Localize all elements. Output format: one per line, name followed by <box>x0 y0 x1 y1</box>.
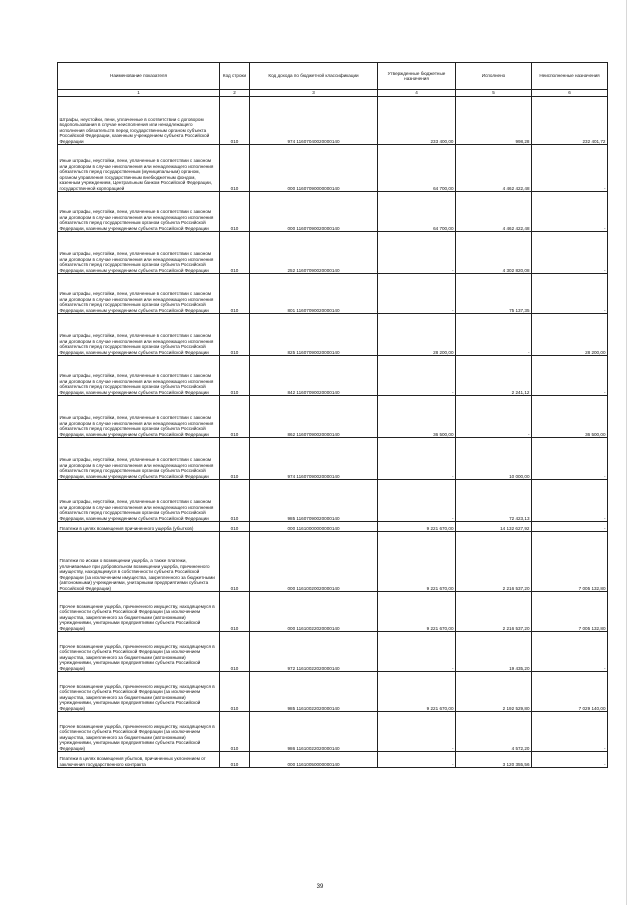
cell-name: Иные штрафы, неустойки, пени, уплаченные в соответствии с законом или договором в случае неисполнения или ненадлежащего исполнения обязательств перед государственным органом субъекта Российской Федерации, казенным учреждением субъекта Российской Федерации <box>58 232 220 274</box>
cell-code: 010 <box>220 97 250 145</box>
cell-executed: 998,28 <box>456 97 532 145</box>
cell-approved: - <box>378 712 456 752</box>
cell-code: 010 <box>220 672 250 712</box>
header-approved: Утвержденные бюджетные назначения <box>378 63 456 90</box>
cell-unexecuted: - <box>532 232 608 274</box>
cell-unexecuted: - <box>532 145 608 192</box>
cell-approved: - <box>378 632 456 672</box>
column-number: 3 <box>250 90 378 97</box>
cell-code: 010 <box>220 274 250 314</box>
cell-code: 010 <box>220 592 250 632</box>
table-row <box>58 356 608 396</box>
cell-executed: 14 132 627,92 <box>456 522 532 532</box>
cell-unexecuted: - <box>532 752 608 768</box>
cell-kbk: 974 11607090020000140 <box>250 438 378 480</box>
column-number: 2 <box>220 90 250 97</box>
cell-executed: 2 241,12 <box>456 356 532 396</box>
table-row <box>58 532 608 592</box>
table-row <box>58 712 608 752</box>
cell-approved: - <box>378 274 456 314</box>
table-row <box>58 438 608 480</box>
cell-name: Иные штрафы, неустойки, пени, уплаченные в соответствии с законом или договором в случае неисполнения или ненадлежащего исполнения обязательств перед государственным органом субъекта Российской Федерации, казенным учреждением субъекта Российской Федерации <box>58 192 220 232</box>
cell-kbk: 842 11607090020000140 <box>250 356 378 396</box>
cell-executed: 72 423,13 <box>456 480 532 522</box>
page-number: 39 <box>316 884 324 890</box>
cell-name: Платежи в целях возмещения причиненного ущерба (убытков) <box>58 522 220 532</box>
cell-unexecuted: - <box>532 712 608 752</box>
cell-kbk: 000 11610022020000140 <box>250 592 378 632</box>
cell-unexecuted: - <box>532 480 608 522</box>
cell-kbk: 000 11610050000000140 <box>250 752 378 768</box>
cell-kbk: 825 11607090020000140 <box>250 314 378 356</box>
cell-executed: 19 435,20 <box>456 632 532 672</box>
cell-unexecuted: 232 401,72 <box>532 97 608 145</box>
cell-unexecuted: 7 029 140,00 <box>532 672 608 712</box>
cell-approved: 9 221 670,00 <box>378 672 456 712</box>
table-row <box>58 396 608 438</box>
cell-kbk: 986 11610022020000140 <box>250 712 378 752</box>
cell-approved: 64 700,00 <box>378 192 456 232</box>
cell-approved: 233 400,00 <box>378 97 456 145</box>
cell-unexecuted: - <box>532 356 608 396</box>
table-row <box>58 632 608 672</box>
cell-kbk: 000 11610000000000140 <box>250 522 378 532</box>
cell-approved: - <box>378 752 456 768</box>
cell-kbk: 252 11607090020000140 <box>250 232 378 274</box>
header-unexecuted: Неисполненные назначения <box>532 63 608 90</box>
cell-approved: 64 700,00 <box>378 145 456 192</box>
cell-executed: 75 137,35 <box>456 274 532 314</box>
cell-executed: 3 120 355,56 <box>456 752 532 768</box>
cell-name: Иные штрафы, неустойки, пени, уплаченные в соответствии с законом или договором в случае неисполнения или ненадлежащего исполнения обязательств перед государственным (муниципальным) органом, органом управления государственным внебюджетным фондом, казенным учреждением, Центральным банком Российской Федерации, государственной корпорацией <box>58 145 220 192</box>
cell-code: 010 <box>220 752 250 768</box>
column-number: 5 <box>456 90 532 97</box>
header-executed: Исполнено <box>456 63 532 90</box>
cell-name: Прочее возмещение ущерба, причиненного имуществу, находящемуся в собственности субъекта Российской Федерации (за исключением имущества, закрепленного за бюджетными (автономными) учреждениями, унитарными предприятиями субъекта Российской Федерации) <box>58 672 220 712</box>
cell-code: 010 <box>220 712 250 752</box>
cell-code: 010 <box>220 532 250 592</box>
table-header-row <box>58 63 608 90</box>
scan-edge-line <box>626 0 627 905</box>
table-row <box>58 752 608 768</box>
table-row <box>58 145 608 192</box>
cell-name: Иные штрафы, неустойки, пени, уплаченные в соответствии с законом или договором в случае неисполнения или ненадлежащего исполнения обязательств перед государственным органом субъекта Российской Федерации, казенным учреждением субъекта Российской Федерации <box>58 356 220 396</box>
table-row <box>58 274 608 314</box>
cell-executed: 4 462 422,48 <box>456 145 532 192</box>
header-name: Наименование показателя <box>58 63 220 90</box>
column-number: 4 <box>378 90 456 97</box>
cell-executed: 2 216 537,20 <box>456 532 532 592</box>
cell-name: Иные штрафы, неустойки, пени, уплаченные в соответствии с законом или договором в случае неисполнения или ненадлежащего исполнения обязательств перед государственным органом субъекта Российской Федерации, казенным учреждением субъекта Российской Федерации <box>58 480 220 522</box>
cell-unexecuted: - <box>532 438 608 480</box>
cell-kbk: 000 11607090000000140 <box>250 145 378 192</box>
table-row <box>58 97 608 145</box>
cell-unexecuted: 7 005 132,80 <box>532 532 608 592</box>
cell-kbk: 985 11607090020000140 <box>250 480 378 522</box>
cell-kbk: 801 11607090020000140 <box>250 274 378 314</box>
cell-name: Иные штрафы, неустойки, пени, уплаченные в соответствии с законом или договором в случае неисполнения или ненадлежащего исполнения обязательств перед государственным органом субъекта Российской Федерации, казенным учреждением субъекта Российской Федерации <box>58 274 220 314</box>
cell-approved: - <box>378 438 456 480</box>
cell-name: Иные штрафы, неустойки, пени, уплаченные в соответствии с законом или договором в случае неисполнения или ненадлежащего исполнения обязательств перед государственным органом субъекта Российской Федерации, казенным учреждением субъекта Российской Федерации <box>58 438 220 480</box>
cell-unexecuted: 28 200,00 <box>532 314 608 356</box>
cell-code: 010 <box>220 145 250 192</box>
table-row <box>58 314 608 356</box>
cell-kbk: 000 11607090020000140 <box>250 192 378 232</box>
cell-approved: 9 221 670,00 <box>378 522 456 532</box>
cell-kbk: 972 11610022020000140 <box>250 632 378 672</box>
cell-unexecuted: - <box>532 632 608 672</box>
cell-name: Прочее возмещение ущерба, причиненного имуществу, находящемуся в собственности субъекта Российской Федерации (за исключением имущества, закрепленного за бюджетными (автономными) учреждениями, унитарными предприятиями субъекта Российской Федерации) <box>58 712 220 752</box>
cell-approved: - <box>378 480 456 522</box>
cell-name: Платежи в целях возмещения убытков, причиненных уклонением от заключения государственного контракта <box>58 752 220 768</box>
cell-approved: 36 500,00 <box>378 396 456 438</box>
table-row <box>58 480 608 522</box>
cell-approved: 9 221 670,00 <box>378 532 456 592</box>
cell-unexecuted: 7 005 132,80 <box>532 592 608 632</box>
header-code: Код строки <box>220 63 250 90</box>
cell-unexecuted: - <box>532 192 608 232</box>
column-number-row <box>58 90 608 97</box>
cell-executed: 4 302 820,08 <box>456 232 532 274</box>
cell-executed: 2 192 529,80 <box>456 672 532 712</box>
cell-executed: 10 000,00 <box>456 438 532 480</box>
table-row <box>58 192 608 232</box>
cell-name: Штрафы, неустойки, пени, уплаченные в соответствии с договором водопользования в случае неисполнения или ненадлежащего исполнения обязательств перед государственным органом субъекта Российской Федерации, казенным учреждением субъекта Российской Федерации <box>58 97 220 145</box>
cell-kbk: 985 11610022020000140 <box>250 672 378 712</box>
cell-unexecuted: - <box>532 274 608 314</box>
cell-code: 010 <box>220 314 250 356</box>
table-row <box>58 232 608 274</box>
cell-kbk: 000 11610020020000140 <box>250 532 378 592</box>
cell-code: 010 <box>220 438 250 480</box>
cell-approved: - <box>378 356 456 396</box>
table-row <box>58 592 608 632</box>
cell-executed: - <box>456 396 532 438</box>
cell-kbk: 862 11607090020000140 <box>250 396 378 438</box>
column-number: 6 <box>532 90 608 97</box>
cell-name: Прочее возмещение ущерба, причиненного имуществу, находящемуся в собственности субъекта Российской Федерации (за исключением имущества, закрепленного за бюджетными (автономными) учреждениями, унитарными предприятиями субъекта Российской Федерации) <box>58 592 220 632</box>
cell-name: Иные штрафы, неустойки, пени, уплаченные в соответствии с законом или договором в случае неисполнения или ненадлежащего исполнения обязательств перед государственным органом субъекта Российской Федерации, казенным учреждением субъекта Российской Федерации <box>58 314 220 356</box>
cell-code: 010 <box>220 356 250 396</box>
column-number: 1 <box>58 90 220 97</box>
table-body <box>58 97 608 768</box>
cell-kbk: 974 11607040020000140 <box>250 97 378 145</box>
cell-executed: 2 216 537,20 <box>456 592 532 632</box>
cell-unexecuted: 36 500,00 <box>532 396 608 438</box>
cell-executed: - <box>456 314 532 356</box>
cell-executed: 4 572,20 <box>456 712 532 752</box>
cell-code: 010 <box>220 232 250 274</box>
cell-code: 010 <box>220 192 250 232</box>
cell-unexecuted: - <box>532 522 608 532</box>
cell-code: 010 <box>220 632 250 672</box>
cell-code: 010 <box>220 480 250 522</box>
cell-code: 010 <box>220 396 250 438</box>
cell-code: 010 <box>220 522 250 532</box>
header-kbk: Код дохода по бюджетной классификации <box>250 63 378 90</box>
cell-name: Прочее возмещение ущерба, причиненного имуществу, находящемуся в собственности субъекта Российской Федерации (за исключением имущества, закрепленного за бюджетными (автономными) учреждениями, унитарными предприятиями субъекта Российской Федерации) <box>58 632 220 672</box>
table-row <box>58 672 608 712</box>
budget-execution-table <box>57 62 608 768</box>
cell-executed: 4 462 422,48 <box>456 192 532 232</box>
cell-name: Иные штрафы, неустойки, пени, уплаченные в соответствии с законом или договором в случае неисполнения или ненадлежащего исполнения обязательств перед государственным органом субъекта Российской Федерации, казенным учреждением субъекта Российской Федерации <box>58 396 220 438</box>
table-row <box>58 522 608 532</box>
cell-approved: - <box>378 232 456 274</box>
cell-approved: 9 221 670,00 <box>378 592 456 632</box>
cell-approved: 28 200,00 <box>378 314 456 356</box>
cell-name: Платежи по искам о возмещении ущерба, а также платежи, уплачиваемые при добровольном возмещении ущерба, причиненного имуществу, находящемуся в собственности субъекта Российской Федерации (за исключением имущества, закрепленного за бюджетными (автономными) учреждениями, унитарными предприятиями субъекта Российской Федерации) <box>58 532 220 592</box>
